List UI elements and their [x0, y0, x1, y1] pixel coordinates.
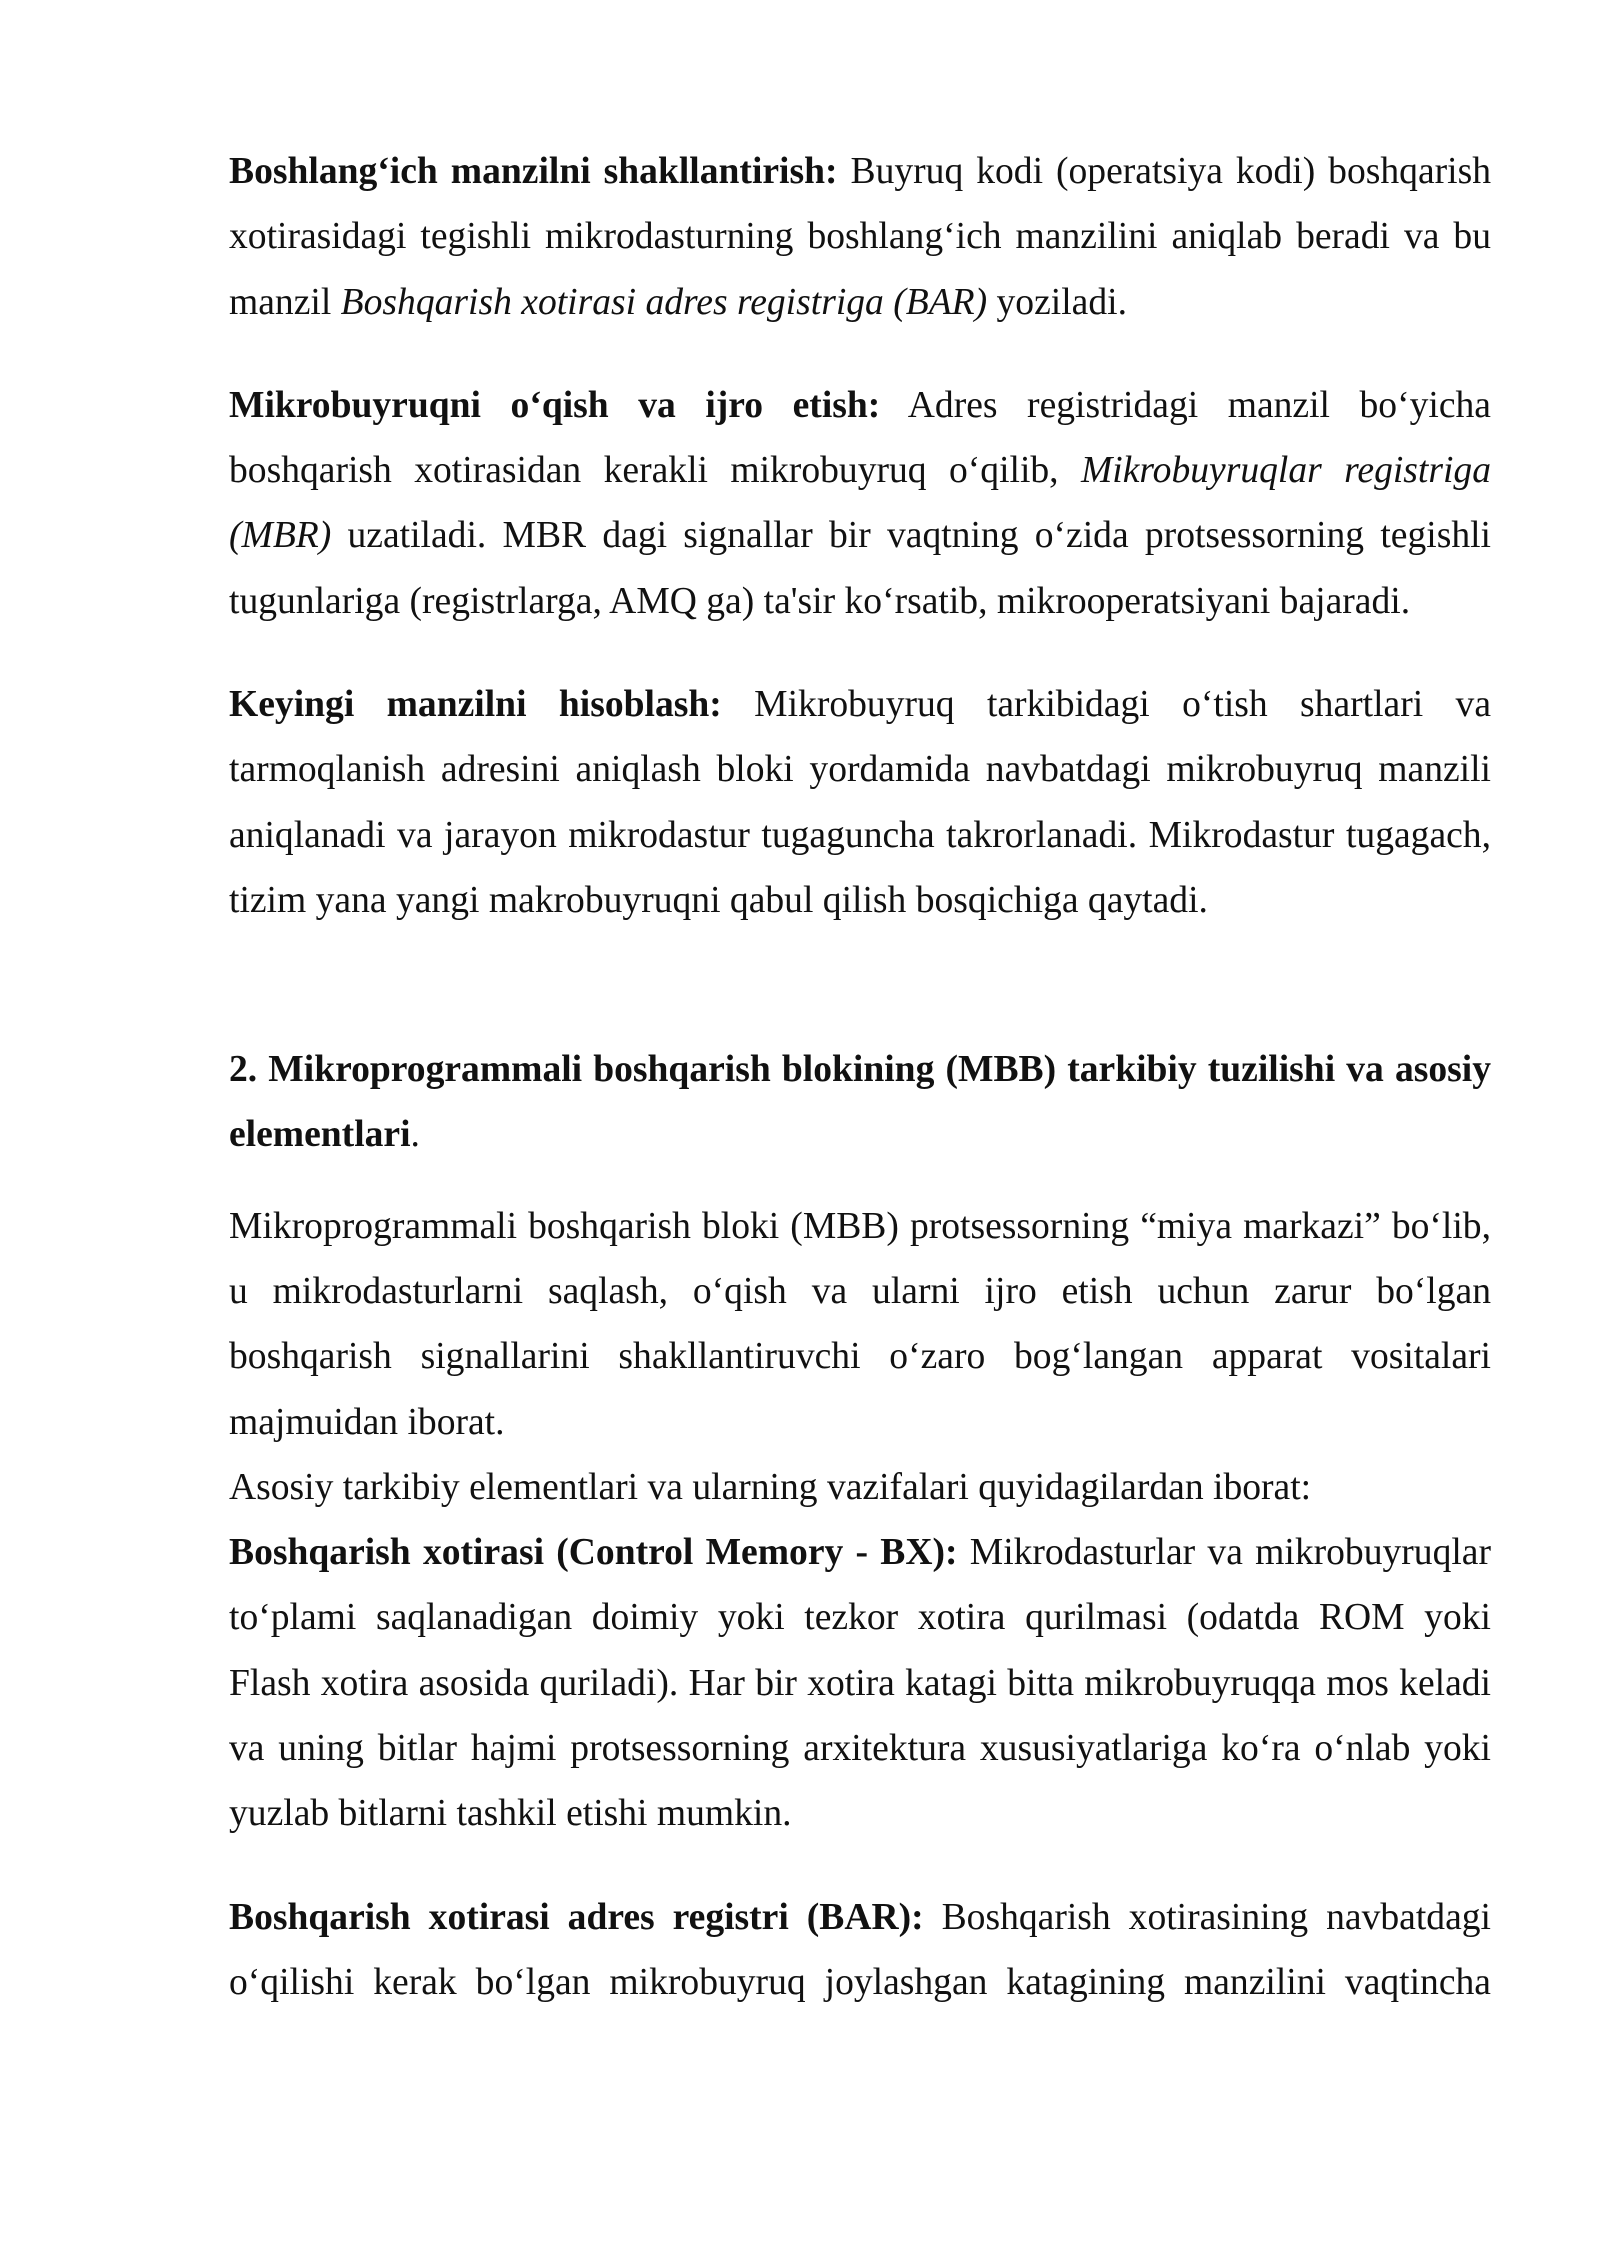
section-heading — [229, 1037, 1491, 1168]
page-body — [229, 139, 1491, 2015]
text-line — [229, 1194, 1491, 1259]
body-text: boshqarish signallarini shakllantiruvchi o‘zaro bog‘langan apparat vositalari — [229, 1336, 1491, 1378]
term-label: Boshlang‘ich manzilni shakllantirish: — [229, 151, 838, 192]
text-line — [229, 1885, 1491, 1950]
body-text: Buyruq kodi (operatsiya kodi) boshqarish — [837, 151, 1491, 192]
paragraph-control-memory — [229, 1520, 1491, 1846]
body-text: xotirasidagi tegishli mikrodasturning boshlang‘ich manzilini aniqlab beradi va bu — [229, 216, 1491, 258]
paragraph-control-memory-address-register — [229, 1885, 1491, 2016]
text-line — [229, 438, 1491, 503]
term-label: Boshqarish xotirasi (Control Memory - BX): — [229, 1532, 958, 1574]
text-line — [229, 1716, 1491, 1781]
body-text: Mikrobuyruq tarkibidagi o‘tish shartlari va — [721, 684, 1491, 726]
body-text: manzil — [229, 281, 341, 323]
body-text: tugunlariga (registrlarga, AMQ ga) ta'sir ko‘rsatib, mikrooperatsiyani bajaradi. — [229, 580, 1411, 622]
body-text: Mikroprogrammali boshqarish bloki (MBB) protsessorning “miya markazi” bo‘lib, — [229, 1205, 1491, 1247]
body-text: Flash xotira asosida quriladi). Har bir xotira katagi bitta mikrobuyruqqa mos keladi — [229, 1662, 1491, 1704]
text-line — [229, 1455, 1491, 1520]
body-text: o‘qilishi kerak bo‘lgan mikrobuyruq joylashgan katagining manzilini vaqtincha — [229, 1961, 1491, 2003]
paragraph-microinstruction-read-execute — [229, 373, 1491, 634]
body-text: Asosiy tarkibiy elementlari va ularning vazifalari quyidagilardan iborat: — [229, 1466, 1312, 1508]
body-text: majmuidan iborat. — [229, 1401, 505, 1443]
paragraph-mbb-introduction — [229, 1194, 1491, 1455]
text-line — [229, 139, 1491, 204]
body-text: u mikrodasturlarni saqlash, o‘qish va ularni ijro etish uchun zarur bo‘lgan — [229, 1270, 1491, 1312]
text-line — [229, 1950, 1491, 2015]
body-text: to‘plami saqlanadigan doimiy yoki tezkor xotira qurilmasi (odatda ROM yoki — [229, 1597, 1491, 1639]
italic-term: Mikrobuyruqlar registriga — [1081, 450, 1492, 492]
term-label: Keyingi manzilni hisoblash: — [229, 684, 722, 726]
text-line — [229, 503, 1491, 568]
body-text: yuzlab bitlarni tashkil etishi mumkin. — [229, 1793, 792, 1835]
paragraph-next-address-calculation — [229, 672, 1491, 933]
term-label: Mikrobuyruqni o‘qish va ijro etish: — [229, 384, 881, 426]
body-text: boshqarish xotirasidan kerakli mikrobuyruq o‘qilib, — [229, 450, 1081, 492]
text-line — [229, 672, 1491, 737]
text-line — [229, 1520, 1491, 1585]
text-line — [229, 1781, 1491, 1846]
text-line — [229, 868, 1491, 933]
text-line — [229, 1390, 1491, 1455]
body-text: tarmoqlanish adresini aniqlash bloki yordamida navbatdagi mikrobuyruq manzili — [229, 749, 1491, 791]
body-text: yoziladi. — [987, 281, 1127, 323]
paragraph-initial-address-formation — [229, 139, 1491, 335]
body-text: uzatiladi. MBR dagi signallar bir vaqtning o‘zida protsessorning tegishli — [331, 515, 1491, 557]
text-line — [229, 270, 1491, 335]
paragraph-elements-intro — [229, 1455, 1491, 1520]
body-text: Boshqarish xotirasining navbatdagi — [923, 1896, 1491, 1938]
text-line — [229, 737, 1491, 802]
text-line — [229, 569, 1491, 634]
text-line — [229, 373, 1491, 438]
text-line — [229, 803, 1491, 868]
heading-punctuation: . — [410, 1113, 420, 1155]
heading-line — [229, 1102, 1491, 1167]
term-label: Boshqarish xotirasi adres registri (BAR): — [229, 1896, 924, 1938]
section-heading-text: 2. Mikroprogrammali boshqarish blokining (MBB) tarkibiy tuzilishi va asosiy — [229, 1048, 1491, 1090]
text-line — [229, 204, 1491, 269]
body-text: aniqlanadi va jarayon mikrodastur tugaguncha takrorlanadi. Mikrodastur tugagach, — [229, 814, 1491, 856]
text-line — [229, 1259, 1491, 1324]
body-text: Mikrodasturlar va mikrobuyruqlar — [957, 1532, 1491, 1574]
heading-line — [229, 1037, 1491, 1102]
text-line — [229, 1651, 1491, 1716]
body-text: tizim yana yangi makrobuyruqni qabul qilish bosqichiga qaytadi. — [229, 879, 1208, 921]
italic-term: (MBR) — [229, 515, 332, 557]
text-line — [229, 1324, 1491, 1389]
body-text: Adres registridagi manzil bo‘yicha — [880, 384, 1491, 426]
body-text: va uning bitlar hajmi protsessorning arxitektura xususiyatlariga ko‘ra o‘nlab yoki — [229, 1728, 1491, 1770]
italic-term: Boshqarish xotirasi adres registriga (BAR) — [340, 281, 988, 323]
text-line — [229, 1585, 1491, 1650]
section-heading-text: elementlari — [229, 1113, 411, 1155]
